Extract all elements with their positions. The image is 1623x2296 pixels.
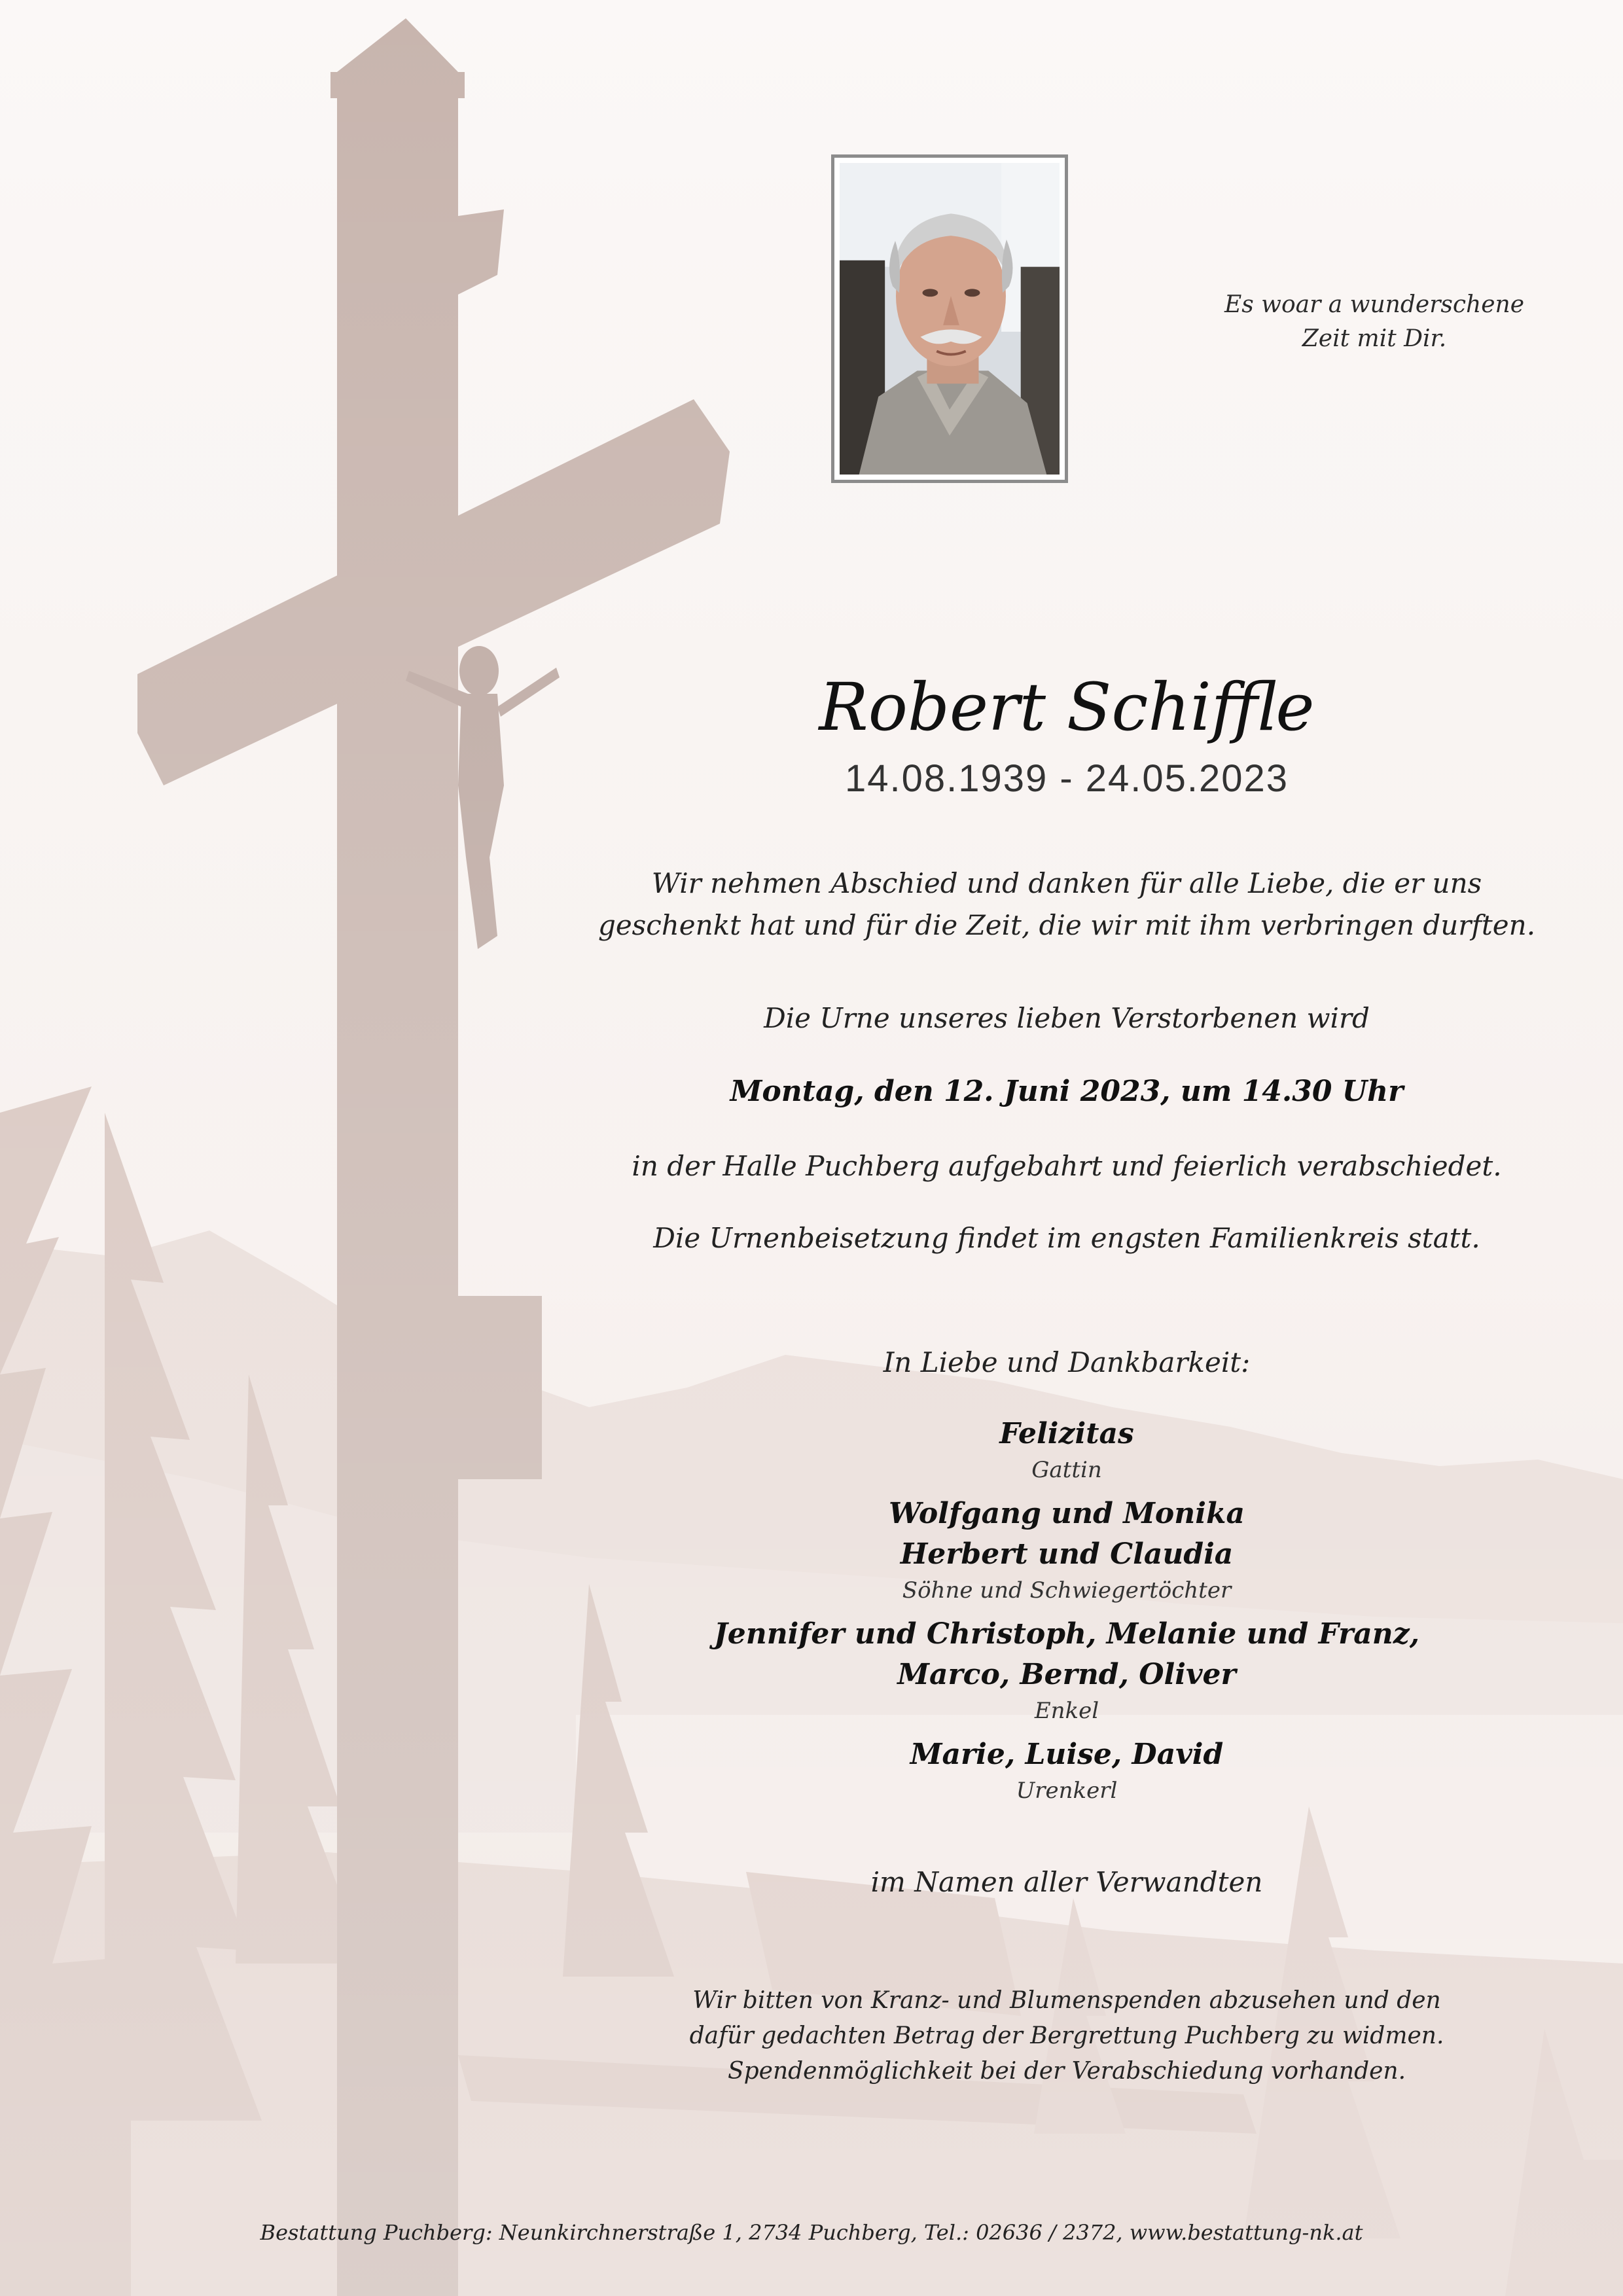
mourner-group	[543, 1614, 1590, 1727]
mourners-list	[543, 1414, 1590, 1814]
mourner-group	[543, 1414, 1590, 1486]
mourner-names: Marie, Luise, David	[910, 1738, 1224, 1771]
life-dates: 14.08.1939 - 24.05.2023	[844, 757, 1289, 800]
service-date: Montag, den 12. Juni 2023, um 14.30 Uhr	[730, 1075, 1404, 1108]
mourner-names: Marco, Bernd, Oliver	[897, 1658, 1236, 1691]
mourner-names: Jennifer und Christoph, Melanie und Franz,	[713, 1617, 1420, 1651]
mourner-relation: Enkel	[1034, 1698, 1099, 1724]
mourner-group	[543, 1494, 1590, 1606]
relatives-closing: im Namen aller Verwandten	[870, 1866, 1263, 1898]
donation-line: Wir bitten von Kranz- und Blumenspenden abzusehen und den	[692, 1987, 1441, 2014]
deceased-name: Robert Schiffle	[819, 669, 1315, 745]
service-location: in der Halle Puchberg aufgebahrt und feierlich verabschiedet.	[632, 1150, 1502, 1182]
mourner-names: Herbert und Claudia	[900, 1537, 1234, 1571]
mourner-names: Felizitas	[999, 1417, 1134, 1450]
mourner-relation: Söhne und Schwiegertöchter	[902, 1577, 1232, 1604]
urn-intro-text: Die Urne unseres lieben Verstorbenen wird	[764, 1002, 1370, 1034]
mourner-group	[543, 1734, 1590, 1806]
donation-line: Spendenmöglichkeit bei der Verabschiedung vorhanden.	[727, 2058, 1406, 2085]
farewell-line: Wir nehmen Abschied und danken für alle Liebe, die er uns	[651, 867, 1482, 899]
quote-line: Zeit mit Dir.	[1302, 325, 1447, 352]
portrait-photo	[831, 154, 1068, 483]
donation-note	[543, 1983, 1590, 2089]
quote-line: Es woar a wunderschene	[1224, 291, 1525, 318]
memorial-quote	[1165, 288, 1584, 356]
donation-line: dafür gedachten Betrag der Bergrettung Puchberg zu widmen.	[689, 2022, 1444, 2049]
farewell-text	[543, 863, 1590, 946]
mourner-relation: Gattin	[1031, 1457, 1102, 1483]
burial-note: Die Urnenbeisetzung findet im engsten Familienkreis statt.	[653, 1222, 1480, 1254]
farewell-line: geschenkt hat und für die Zeit, die wir mit ihm verbringen durften.	[597, 909, 1536, 941]
mourners-intro: In Liebe und Dankbarkeit:	[883, 1346, 1251, 1378]
funeral-home-footer: Bestattung Puchberg: Neunkirchnerstraße 1, 2734 Puchberg, Tel.: 02636 / 2372, www.bestattung-nk.at	[260, 2220, 1363, 2245]
mourner-relation: Urenkerl	[1016, 1778, 1118, 1804]
mourner-names: Wolfgang und Monika	[889, 1497, 1245, 1530]
